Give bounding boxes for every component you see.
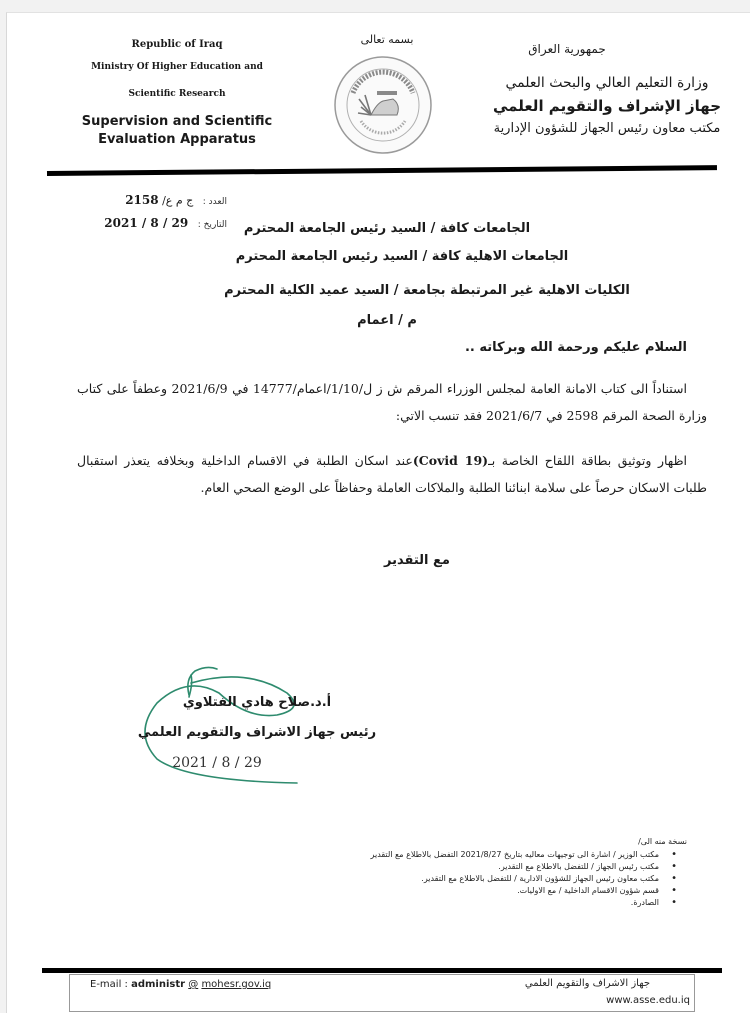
footer-org-arabic: جهاز الاشراف والتقويم العلمي	[524, 978, 650, 989]
footer-box	[69, 974, 695, 1012]
header-en-republic: Republic of Iraq	[131, 39, 223, 50]
reference-number	[67, 193, 227, 207]
header-en-apparatus	[77, 113, 277, 149]
header-en-scientific-research: Scientific Research	[128, 89, 226, 99]
body-paragraph-1: استناداً الى كتاب الامانة العامة لمجلس الوزراء المرقم ش ز ل/1/10/اعمام/14777 في 2021/6/9 وعطفاً على كتاب وزارة الصحة المرقم 2598 في 2021/6/7 فقد تنسب الاتي:	[77, 381, 707, 423]
document-page	[6, 12, 750, 1013]
email-at: @	[188, 979, 199, 990]
subject-line: م / اعمام	[357, 313, 417, 328]
body-paragraph-2	[77, 447, 707, 501]
basmala: بسمه تعالى	[360, 33, 414, 46]
header-en-apparatus-line2: Evaluation Apparatus	[98, 132, 256, 147]
signatory-name: أ.د.صلاح هادي الفتلاوي	[182, 695, 332, 710]
copy-recipient: • قسم شؤون الاقسام الداخلية / مع الاوليات.	[277, 885, 677, 897]
signature-date: 2021 / 8 / 29	[172, 755, 262, 771]
copy-recipient: • مكتب رئيس الجهاز / للتفضل بالاطلاع مع التقدير.	[277, 861, 677, 873]
header-ar-republic: جمهورية العراق	[528, 42, 606, 56]
ministry-seal-icon	[331, 53, 435, 157]
handwritten-signature-icon	[127, 653, 327, 793]
copy-recipient: • الصادرة.	[277, 897, 677, 909]
paragraph-2-before: اظهار وتوثيق بطاقة اللقاح الخاصة بـ	[488, 453, 687, 468]
copies-title: نسخة منه الى/	[638, 837, 687, 846]
paragraph-2-after: عند اسكان الطلبة في الاقسام الداخلية وبخلافه يتعذر استقبال طلبات الاسكان حرصاً على سلامة ابنائنا الطلبة والملاكات العاملة وحفاظاً على الوضع الصحي العام.	[77, 453, 707, 495]
header-en-ministry: Ministry Of Higher Education and	[91, 62, 263, 72]
covid-highlight: (Covid 19)	[412, 453, 489, 468]
header-ar-apparatus: جهاز الإشراف والتقويم العلمي	[492, 97, 722, 115]
reference-number-label: العدد :	[202, 197, 227, 207]
email-domain[interactable]: mohesr.gov.iq	[201, 979, 272, 990]
reference-number-value: 2158	[125, 193, 159, 207]
addressee-private-colleges: الكليات الاهلية غير المرتبطة بجامعة / السيد عميد الكلية المحترم	[224, 283, 630, 298]
reference-date	[67, 216, 227, 230]
header-ar-ministry: وزارة التعليم العالي والبحث العلمي	[505, 75, 709, 91]
email-label: E-mail :	[90, 979, 128, 990]
copy-recipient: • مكتب الوزير / اشارة الى توجيهات معاليه بتاريخ 2021/8/27 التفضل بالاطلاع مع التقدير	[277, 849, 677, 861]
footer-email	[90, 979, 271, 990]
reference-date-label: التاريخ :	[197, 220, 227, 230]
copy-recipient: • مكتب معاون رئيس الجهاز للشؤون الادارية / للتفضل بالاطلاع مع التقدير.	[277, 873, 677, 885]
header-en-apparatus-line1: Supervision and Scientific	[81, 114, 273, 129]
header-ar-office: مكتب معاون رئيس الجهاز للشؤون الإدارية	[493, 121, 721, 136]
email-user: administr	[131, 979, 186, 990]
copies-list	[277, 849, 691, 909]
reference-date-value: 2021 / 8 / 29	[104, 216, 189, 230]
signatory-title: رئيس جهاز الاشراف والتقويم العلمي	[137, 725, 377, 740]
header-divider	[47, 165, 717, 176]
closing-regards: مع التقدير	[384, 553, 450, 568]
footer-website-link[interactable]: www.asse.edu.iq	[606, 995, 690, 1006]
reference-number-prefix: ج م ع/	[162, 194, 194, 207]
footer-divider	[42, 968, 722, 973]
greeting: السلام عليكم ورحمة الله وبركاته ..	[464, 340, 687, 355]
addressee-universities: الجامعات كافة / السيد رئيس الجامعة المحترم	[243, 221, 531, 236]
addressee-private-universities: الجامعات الاهلية كافة / السيد رئيس الجامعة المحترم	[235, 249, 569, 264]
